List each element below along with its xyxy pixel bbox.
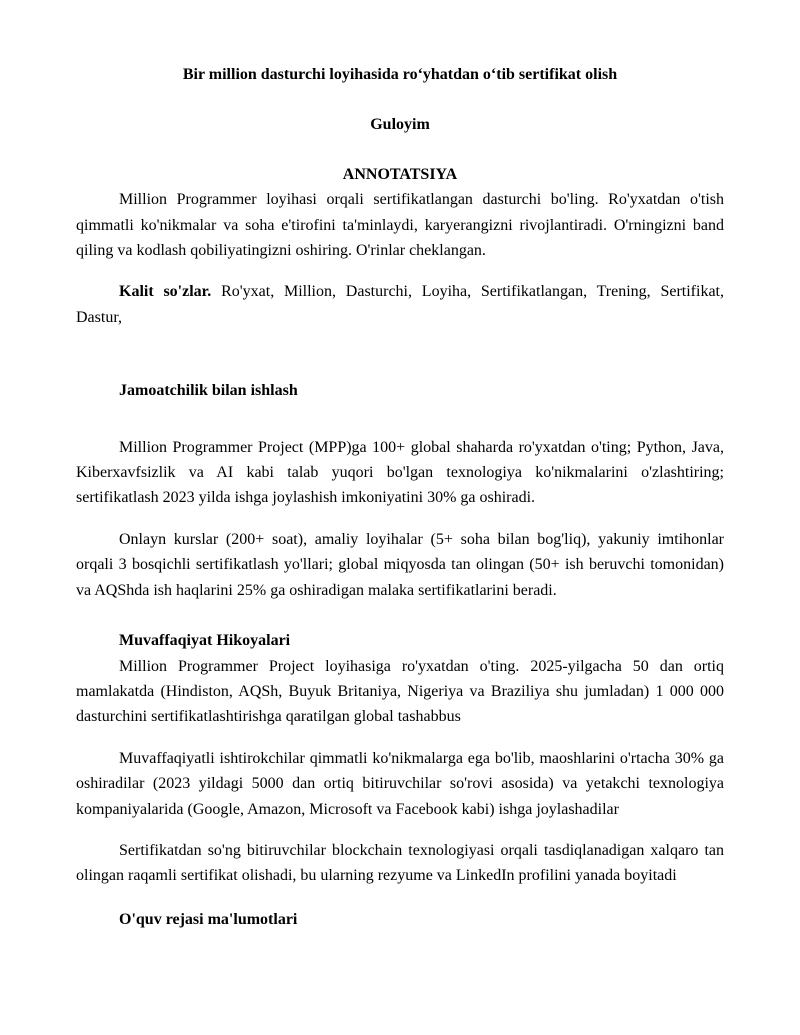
section2-paragraph-1: Million Programmer Project loyihasiga ro'yxatdan o'ting. 2025-yilgacha 50 dan ortiq mamlakatda (Hindiston, AQSh, Buyuk Britaniya, Nigeriya va Braziliya shu jumladan) 1 000 000 dasturchini sertifikatlashtirishga qaratilgan global tashabbus xyxy=(76,657,724,726)
section-heading-oquv-rejasi: O'quv rejasi ma'lumotlari xyxy=(119,910,298,928)
section2-paragraph-3: Sertifikatdan so'ng bitiruvchilar blockchain texnologiyasi orqali tasdiqlanadigan xalqaro tan olingan raqamli sertifikat olishadi, bu ularning rezyume va LinkedIn profilini yanada boyitadi xyxy=(76,841,724,885)
section-heading-jamoatchilik: Jamoatchilik bilan ishlash xyxy=(119,382,298,400)
keywords-label: Kalit so'zlar. xyxy=(119,283,212,301)
keywords-text: Ro'yxat, Million, Dasturchi, Loyiha, Sertifikatlangan, Trening, Sertifikat, Dastur, xyxy=(76,283,725,326)
section1-paragraph-2: Onlayn kurslar (200+ soat), amaliy loyihalar (5+ soha bilan bog'liq), yakuniy imtihonlar orqali 3 bosqichli sertifikatlash yo'llari; global miqyosda tan olingan (50+ ish beruvchi tomonidan) va AQShda ish haqlarini 25% ga oshiradigan malaka sertifikatlarini beradi. xyxy=(76,530,724,599)
section1-paragraph-1: Million Programmer Project (MPP)ga 100+ global shaharda ro'yxatdan o'ting; Python, Java, Kiberxavfsizlik va AI kabi talab yuqori bo'lgan texnologiya ko'nikmalarini o'zlashtiring; sertifikatlash 2023 yilda ishga joylashish imkoniyatini 30% ga oshiradi. xyxy=(76,438,724,507)
section2-paragraph-2: Muvaffaqiyatli ishtirokchilar qimmatli ko'nikmalarga ega bo'lib, maoshlarini o'rtacha 30% ga oshiradilar (2023 yildagi 5000 dan ortiq bitiruvchilar so'rovi asosida) va yetakchi texnologiya kompaniyalarida (Google, Amazon, Microsoft va Facebook kabi) ishga joylashadilar xyxy=(76,749,724,818)
annotation-heading: ANNOTATSIYA xyxy=(342,165,458,183)
annotation-paragraph: Million Programmer loyihasi orqali sertifikatlangan dasturchi bo'ling. Ro'yxatdan o'tish qimmatli ko'nikmalar va soha e'tirofini ta'minlaydi, karyerangizni rivojlantiradi. O'rningizni band qiling va kodlash qobiliyatingizni oshiring. O'rinlar cheklangan. xyxy=(76,191,724,260)
keywords-paragraph xyxy=(76,279,724,330)
author-name: Guloyim xyxy=(370,116,430,134)
document-title: Bir million dasturchi loyihasida roʻyhatdan oʻtib sertifikat olish xyxy=(182,66,618,83)
section-heading-muvaffaqiyat: Muvaffaqiyat Hikoyalari xyxy=(119,632,291,650)
